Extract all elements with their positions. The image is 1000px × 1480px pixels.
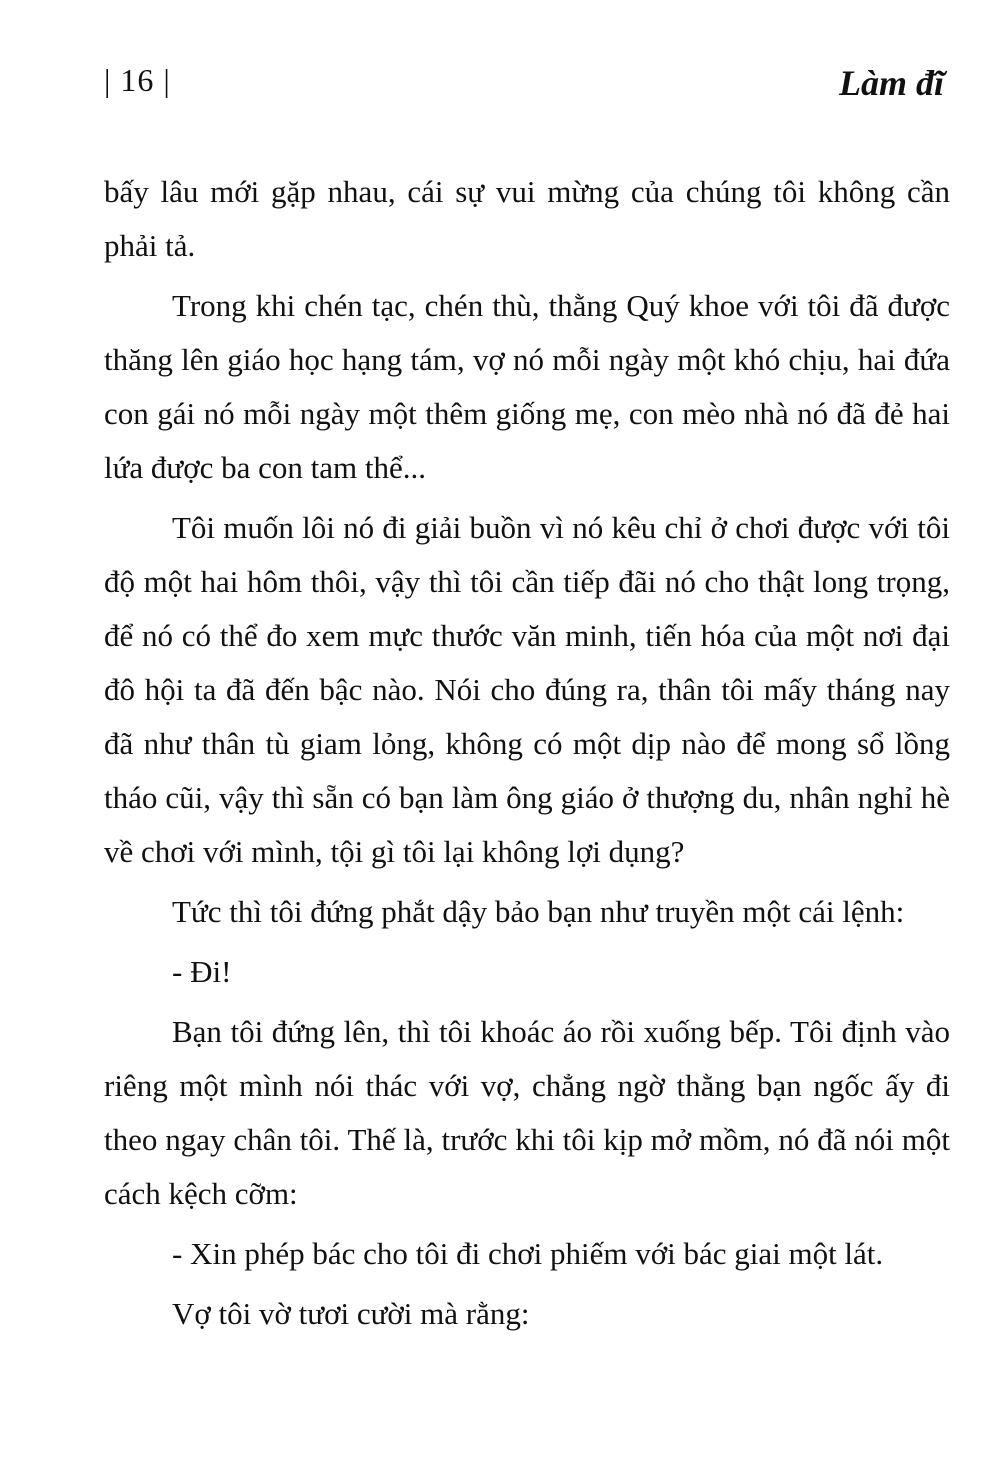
paragraph-1: bấy lâu mới gặp nhau, cái sự vui mừng của chúng tôi không cần phải tả. [104,174,950,263]
paragraph-8: Vợ tôi vờ tươi cười mà rằng: [172,1296,530,1331]
page-header [104,62,944,112]
page-number: | 16 | [104,62,171,98]
paragraph-6: Bạn tôi đứng lên, thì tôi khoác áo rồi xuống bếp. Tôi định vào riêng một mình nói thác với vợ, chẳng ngờ thằng bạn ngốc ấy đi theo ngay chân tôi. Thế là, trước khi tôi kịp mở mồm, nó đã nói một cách kệch cỡm: [104,1014,950,1211]
body-text [104,165,950,1341]
running-title: Làm đĩ [839,63,944,103]
paragraph-7: - Xin phép bác cho tôi đi chơi phiếm với bác giai một lát. [172,1236,884,1271]
paragraph-4: Tức thì tôi đứng phắt dậy bảo bạn như truyền một cái lệnh: [172,894,905,929]
paragraph-3: Tôi muốn lôi nó đi giải buồn vì nó kêu chỉ ở chơi được với tôi độ một hai hôm thôi, vậy thì tôi cần tiếp đãi nó cho thật long trọng, để nó có thể đo xem mực thước văn minh, tiến hóa của một nơi đại đô hội ta đã đến bậc nào. Nói cho đúng ra, thân tôi mấy tháng nay đã như thân tù giam lỏng, không có một dịp nào để mong sổ lồng tháo cũi, vậy thì sẵn có bạn làm ông giáo ở thượng du, nhân nghỉ hè về chơi với mình, tội gì tôi lại không lợi dụng? [104,510,950,869]
paragraph-2: Trong khi chén tạc, chén thù, thằng Quý khoe với tôi đã được thăng lên giáo học hạng tám, vợ nó mỗi ngày một khó chịu, hai đứa con gái nó mỗi ngày một thêm giống mẹ, con mèo nhà nó đã đẻ hai lứa được ba con tam thể... [104,288,950,485]
paragraph-5: - Đi! [172,954,232,989]
